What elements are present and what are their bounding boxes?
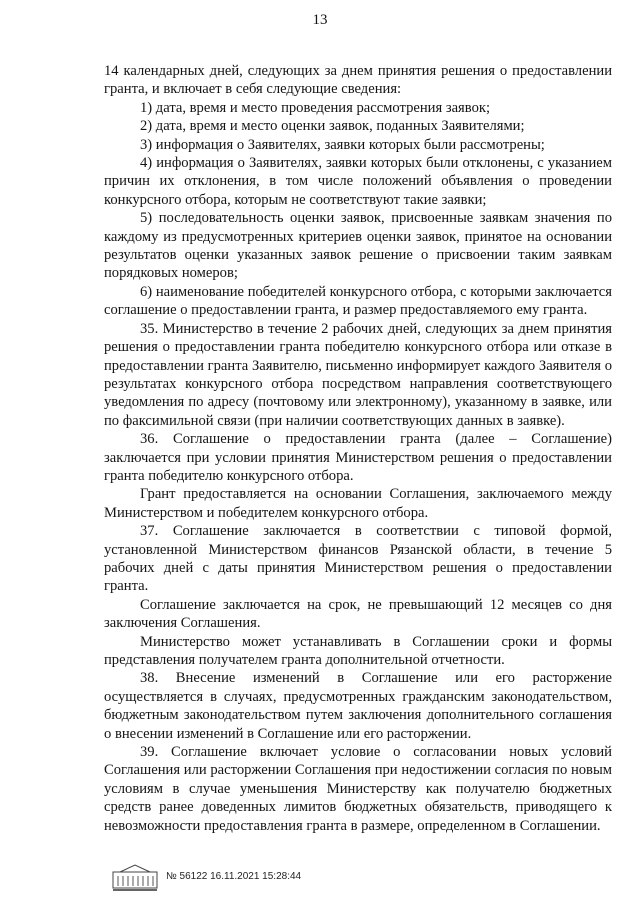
paragraph: 35. Министерство в течение 2 рабочих дней, следующих за днем принятия решения о предоставлении гранта победителю конкурсного отбора или отказе в предоставлении гранта Заявителю, письменно информирует каждого Заявителя о результатах конкурсного отбора посредством направления соответствующего уведомления по адресу (почтовому или электронному), указанному в заявке, или по факсимильной связи (при наличии соответствующих данных в заявке). — [104, 320, 612, 429]
paragraph: 4) информация о Заявителях, заявки которых были отклонены, с указанием причин их отклонения, в том числе положений объявления о проведении конкурсного отбора, которым не соответствуют такие заявки; — [104, 155, 612, 208]
paragraph: 1) дата, время и место проведения рассмотрения заявок; — [140, 99, 491, 116]
registration-stamp-text: № 56122 16.11.2021 15:28:44 — [166, 871, 302, 882]
paragraph: 37. Соглашение заключается в соответствии с типовой формой, установленной Министерством финансов Рязанской области, в течение 5 рабочих дней с даты принятия Министерством решения о предоставлении гранта. — [104, 523, 612, 595]
paragraph: 14 календарных дней, следующих за днем принятия решения о предоставлении гранта, и включает в себя следующие сведения: — [104, 63, 612, 98]
paragraph: Министерство может устанавливать в Соглашении сроки и формы представления получателем гранта дополнительной отчетности. — [104, 633, 612, 668]
paragraph: 3) информация о Заявителях, заявки которых были рассмотрены; — [140, 136, 545, 153]
paragraph: 39. Соглашение включает условие о согласовании новых условий Соглашения или расторжении Соглашения при недостижении согласия по новым условиям в случае уменьшения Министерству как получателю бюджетных средств ранее доведенных лимитов бюджетных обязательств, приводящего к невозможности предоставления гранта в размере, определенном в Соглашении. — [104, 744, 612, 834]
paragraph: 6) наименование победителей конкурсного отбора, с которыми заключается соглашение о предоставлении гранта, и размер предоставляемого ему гранта. — [104, 283, 612, 319]
paragraph: Соглашение заключается на срок, не превышающий 12 месяцев со дня заключения Соглашения. — [104, 596, 612, 632]
document-footer — [112, 852, 301, 892]
paragraph: 36. Соглашение о предоставлении гранта (далее – Соглашение) заключается при условии принятия Министерством решения о предоставлении гранта победителю конкурсного отбора. — [104, 431, 612, 484]
document-body — [104, 62, 612, 835]
building-stamp-icon — [112, 862, 158, 892]
paragraph: Грант предоставляется на основании Соглашения, заключаемого между Министерством и победителем конкурсного отбора. — [104, 486, 612, 521]
paragraph: 2) дата, время и место оценки заявок, поданных Заявителями; — [140, 118, 525, 135]
paragraph: 38. Внесение изменений в Соглашение или его расторжение осуществляется в случаях, предусмотренных гражданским законодательством, бюджетным законодательством путем заключения дополнительного соглашения о внесении изменений в Соглашение или его расторжении. — [104, 670, 612, 742]
page-number: 13 — [312, 12, 328, 28]
paragraph: 5) последовательность оценки заявок, присвоенные заявкам значения по каждому из предусмотренных критериев оценки заявок, принятое на основании результатов оценки указанных заявок решение о присвоении таким заявкам порядковых номеров; — [104, 210, 612, 282]
